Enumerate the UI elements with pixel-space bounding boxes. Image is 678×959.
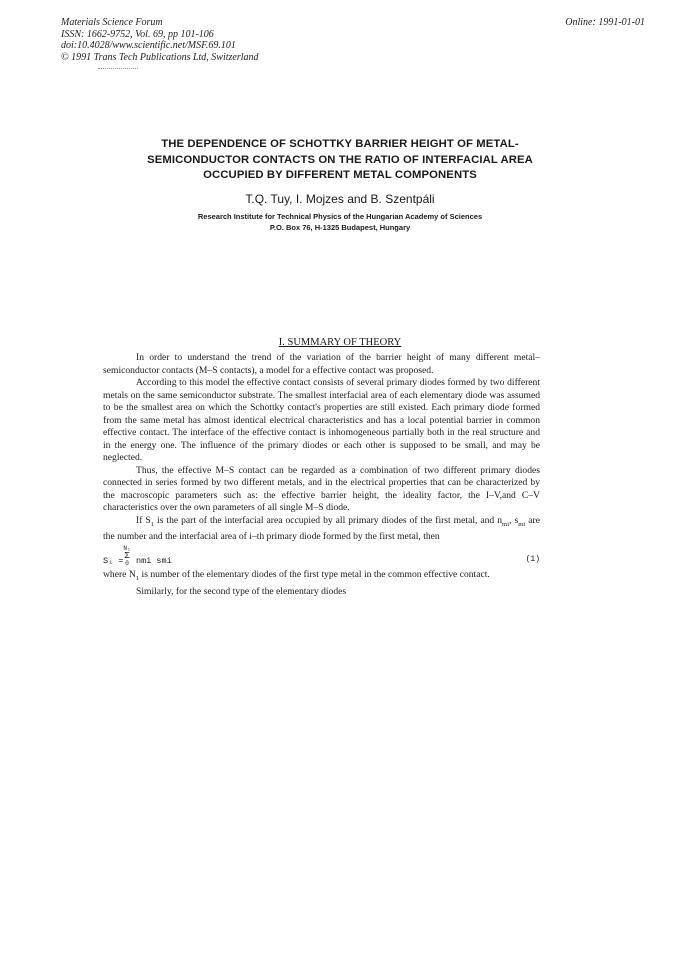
equation-rhs: nmi smi	[136, 556, 172, 567]
title-line: THE DEPENDENCE OF SCHOTTKY BARRIER HEIGHT OF METAL-	[161, 138, 519, 150]
sum-upper-limit: N₁	[123, 545, 131, 553]
scan-artifact	[98, 68, 138, 72]
paper-title	[90, 137, 590, 184]
text-run: is the part of the interfacial area occupied by all primary diodes of the first metal, and n	[154, 514, 502, 526]
sigma-symbol: Σ	[124, 551, 130, 562]
paragraph: According to this model the effective contact consists of several primary diodes formed by two different metals on the same semiconductor substrate. The smallest interfacial area of each elementary diode was assumed to be the smallest area on which the Schottky contact's properties are still existed. Each primary diode formed from the same metal has almost identical electrical characteristics and has a local potential barrier in common effective contact. The interface of the effective contact is inhomogeneous partially both in the real structure and in the energy one. The influence of the primary diodes or each other is supposed to be small, and may be neglected.	[103, 377, 540, 463]
subscript: mi	[518, 520, 526, 528]
section-body	[103, 352, 540, 598]
text-run: is number of the elementary diodes of the first type metal in the common effective contact.	[139, 569, 490, 581]
title-line: OCCUPIED BY DIFFERENT METAL COMPONENTS	[203, 169, 477, 182]
journal-name: Materials Science Forum	[61, 17, 163, 28]
subscript: mi	[502, 520, 510, 528]
affiliation	[90, 212, 590, 233]
paragraph: Thus, the effective M–S contact can be regarded as a combination of two different primary diodes connected in series formed by two different metals, and in the electrical properties that can be characterized by the macroscopic parameters such as: the effective barrier height, the ideality factor, the I–V,and C–V characteristics over the own parameters of all single M–S diode.	[103, 464, 540, 513]
text-run: are the number and the interfacial area of i–th primary diode formed by the first metal, then	[103, 514, 540, 542]
equation-number: (1)	[525, 555, 540, 565]
equation-1	[103, 543, 540, 569]
section-heading	[90, 337, 590, 348]
sum-lower-limit: 0	[125, 560, 129, 568]
paragraph: In order to understand the trend of the variation of the barrier height of many different metal–semiconductor contacts (M–S contacts), a model for a effective contact was proposed.	[103, 352, 540, 376]
section-heading-text: I. SUMMARY OF THEORY	[278, 337, 402, 348]
text-run: where N	[103, 569, 136, 581]
paragraph	[103, 569, 540, 585]
journal-metadata	[61, 17, 259, 63]
equation-lhs: S₁ =	[103, 556, 124, 567]
paragraph: Similarly, for the second type of the elementary diodes	[136, 585, 347, 597]
paragraph	[103, 515, 540, 544]
issn: ISSN: 1662-9752, Vol. 69, pp 101-106	[61, 28, 214, 40]
subscript: 1	[135, 575, 140, 583]
affiliation-address: P.O. Box 76, H-1325 Budapest, Hungary	[269, 222, 411, 232]
title-line: SEMICONDUCTOR CONTACTS ON THE RATIO OF INTERFACIAL AREA	[147, 153, 533, 166]
affiliation-institute: Research Institute for Technical Physics of the Hungarian Academy of Sciences	[197, 212, 483, 221]
doi: doi:10.4028/www.scientific.net/MSF.69.101	[61, 40, 236, 51]
online-date: Online: 1991-01-01	[565, 17, 645, 28]
copyright: © 1991 Trans Tech Publications Ltd, Switzerland	[61, 51, 259, 63]
authors: T.Q. Tuy, I. Mojzes and B. Szentpáli	[245, 192, 435, 206]
text-run: If S	[136, 514, 151, 526]
subscript: 1	[150, 520, 155, 528]
text-run: , s	[509, 514, 519, 526]
summation	[121, 545, 133, 567]
